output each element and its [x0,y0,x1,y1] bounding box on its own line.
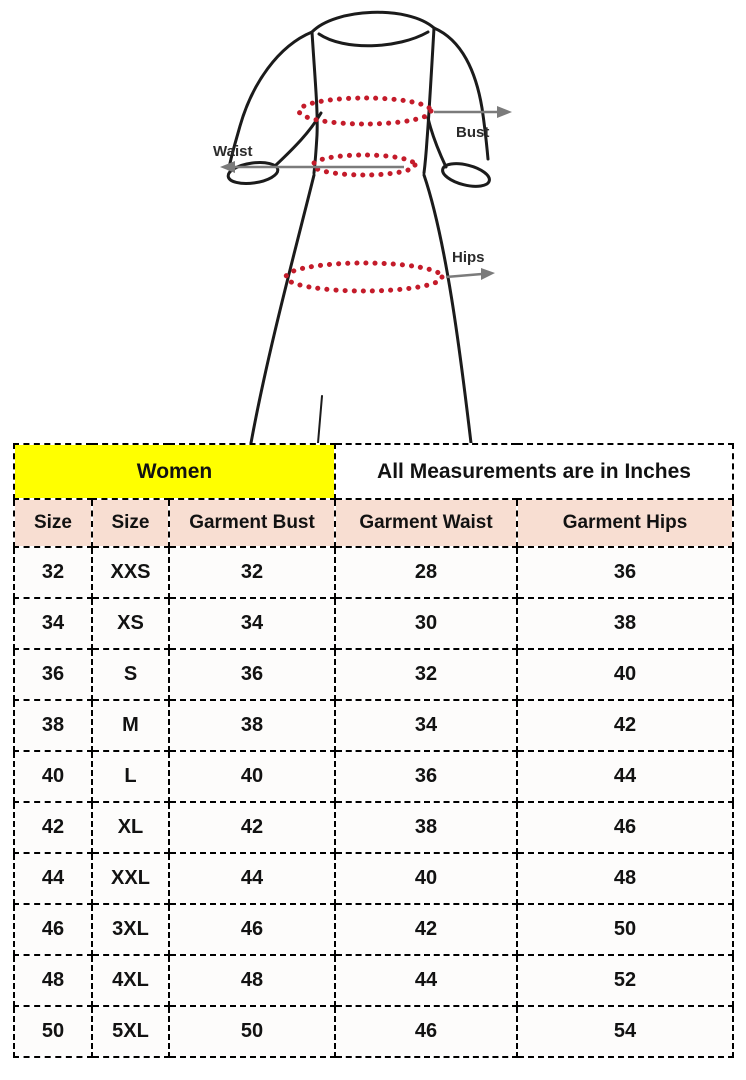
table-cell: 36 [14,649,92,700]
table-row [14,751,733,802]
column-header-row [14,499,733,547]
column-header-2: Garment Bust [169,499,335,547]
hips-arrow-line [446,274,482,277]
hips-measure-ellipse [286,263,442,291]
bodice-right-edge [424,28,434,173]
table-cell: 40 [335,853,517,904]
table-cell: 4XL [92,955,169,1006]
table-cell: 38 [335,802,517,853]
table-cell: 44 [169,853,335,904]
right-sleeve-inner [428,118,446,167]
table-cell: 44 [14,853,92,904]
table-cell: 38 [169,700,335,751]
table-cell: 42 [335,904,517,955]
group-header-women: Women [14,444,335,499]
right-cuff [440,159,491,190]
size-table-body [14,547,733,1057]
skirt-left-edge [251,175,314,443]
table-cell: 5XL [92,1006,169,1057]
table-cell: XS [92,598,169,649]
table-cell: 40 [517,649,733,700]
table-cell: 28 [335,547,517,598]
table-cell: XL [92,802,169,853]
size-chart-table [13,443,734,1058]
table-cell: M [92,700,169,751]
measurement-diagram [0,0,746,443]
table-cell: 36 [169,649,335,700]
group-header-measurement-note: All Measurements are in Inches [335,444,733,499]
table-cell: 36 [335,751,517,802]
table-cell: 44 [335,955,517,1006]
table-row [14,853,733,904]
hips-arrowhead-icon [481,268,495,280]
table-cell: 38 [517,598,733,649]
column-header-4: Garment Hips [517,499,733,547]
table-cell: XXS [92,547,169,598]
table-cell: 42 [14,802,92,853]
column-header-3: Garment Waist [335,499,517,547]
table-cell: 54 [517,1006,733,1057]
table-cell: 40 [14,751,92,802]
table-cell: 30 [335,598,517,649]
table-cell: S [92,649,169,700]
table-cell: 48 [14,955,92,1006]
table-row [14,547,733,598]
table-cell: 32 [169,547,335,598]
table-cell: 48 [169,955,335,1006]
table-cell: 38 [14,700,92,751]
table-row [14,904,733,955]
skirt-right-edge [424,175,471,443]
table-cell: 46 [335,1006,517,1057]
hips-label: Hips [452,249,485,266]
table-cell: 34 [169,598,335,649]
table-cell: 48 [517,853,733,904]
table-cell: 50 [517,904,733,955]
table-cell: 42 [517,700,733,751]
column-header-1: Size [92,499,169,547]
table-cell: 46 [14,904,92,955]
waist-arrowhead-icon [220,161,235,173]
table-cell: 42 [169,802,335,853]
skirt-slit-line [318,396,322,443]
table-cell: 36 [517,547,733,598]
collar-top-line [312,12,434,32]
table-cell: 46 [517,802,733,853]
waist-measure-ellipse [313,155,415,175]
table-row [14,649,733,700]
table-cell: 3XL [92,904,169,955]
table-cell: 34 [335,700,517,751]
bust-label: Bust [456,124,490,141]
table-cell: 32 [335,649,517,700]
table-cell: 44 [517,751,733,802]
table-cell: 52 [517,955,733,1006]
bust-measure-ellipse [299,98,431,124]
table-cell: XXL [92,853,169,904]
table-row [14,700,733,751]
bust-arrowhead-icon [497,106,512,118]
neckline [319,32,428,46]
dress-outline-icon [227,12,492,443]
table-cell: L [92,751,169,802]
waist-label: Waist [213,143,253,160]
table-row [14,598,733,649]
column-header-0: Size [14,499,92,547]
table-cell: 40 [169,751,335,802]
table-cell: 50 [14,1006,92,1057]
table-row [14,955,733,1006]
group-header-row [14,444,733,499]
table-cell: 46 [169,904,335,955]
table-cell: 34 [14,598,92,649]
table-row [14,1006,733,1057]
table-cell: 50 [169,1006,335,1057]
table-cell: 32 [14,547,92,598]
table-row [14,802,733,853]
